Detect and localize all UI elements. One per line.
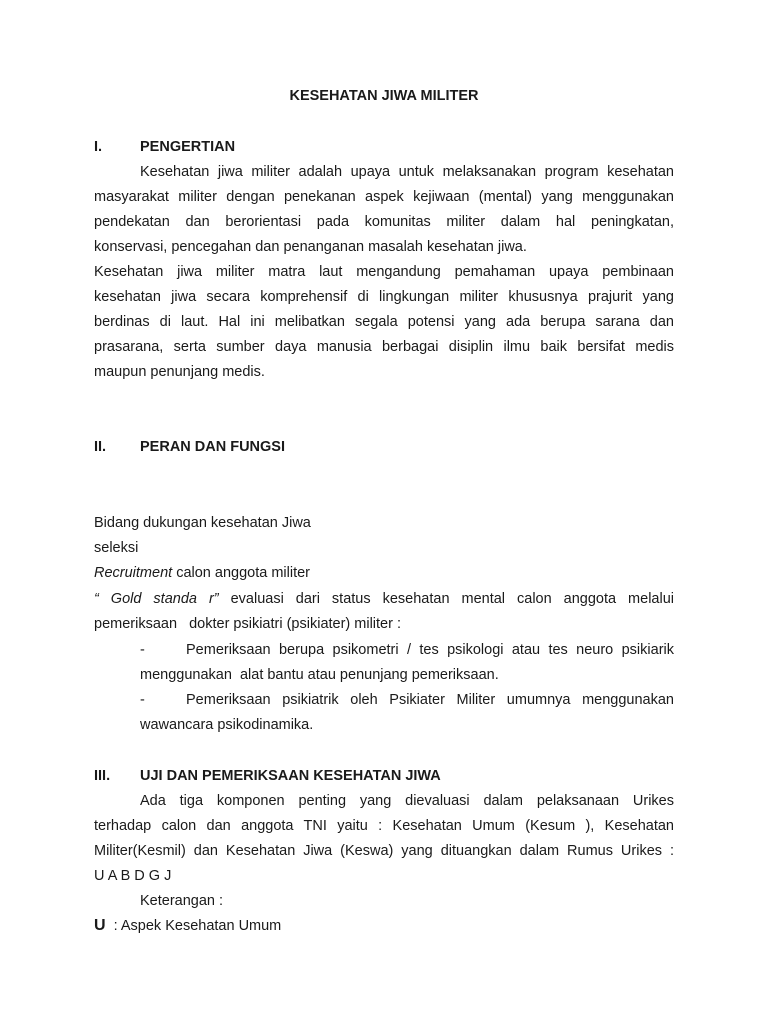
recruitment-line xyxy=(94,563,310,583)
section-3-para-line: Ada tiga komponen penting yang dievaluasi dalam pelaksanaan Urikes xyxy=(140,793,674,809)
section-1-para-2-line: berdinas di laut. Hal ini melibatkan segala potensi yang ada berupa sarana dan xyxy=(94,314,674,330)
section-1-heading: PENGERTIAN xyxy=(140,139,236,155)
bullet-1-line-1: Pemeriksaan berupa psikometri / tes psikologi atau tes neuro psikiarik xyxy=(186,642,674,658)
section-1-para-2-line: maupun penunjang medis. xyxy=(94,364,265,380)
section-1-para-2-line: kesehatan jiwa secara komprehensif di lingkungan militer khususnya prajurit yang xyxy=(94,289,674,305)
recruitment-italic: Recruitment xyxy=(94,565,173,581)
section-2-numeral: II. xyxy=(94,439,107,455)
legend-u-text: : Aspek Kesehatan Umum xyxy=(105,918,282,934)
gold-standard-italic: “ Gold standa r” xyxy=(94,591,219,607)
gold-standard-rest: evaluasi dari status kesehatan mental calon anggota melalui xyxy=(218,591,674,607)
section-1-para-2-line: Kesehatan jiwa militer matra laut mengandung pemahaman upaya pembinaan xyxy=(94,264,674,280)
section-1-numeral: I. xyxy=(94,139,103,155)
section-1-para-1-line: Kesehatan jiwa militer adalah upaya untuk melaksanakan program kesehatan xyxy=(140,164,674,180)
bullet-dash: - xyxy=(140,642,145,658)
bullet-2-line-2: wawancara psikodinamika. xyxy=(140,717,314,733)
bullet-dash: - xyxy=(140,692,145,708)
section-1-para-1-line: masyarakat militer dengan penekanan aspek kejiwaan (mental) yang menggunakan xyxy=(94,189,674,205)
section-3-numeral: III. xyxy=(94,768,111,784)
section-3-heading: UJI DAN PEMERIKSAAN KESEHATAN JIWA xyxy=(140,768,441,784)
section-1-para-1-line: pendekatan dan berorientasi pada komunitas militer dalam hal peningkatan, xyxy=(94,214,674,230)
legend-u-letter: U xyxy=(94,917,106,934)
bidang-line: Bidang dukungan kesehatan Jiwa xyxy=(94,515,311,531)
legend-u xyxy=(94,916,281,936)
section-1-para-2-line: prasarana, serta sumber daya manusia berbagai disiplin ilmu baik bersifat medis xyxy=(94,339,674,355)
bullet-2-line-1: Pemeriksaan psikiatrik oleh Psikiater Militer umumnya menggunakan xyxy=(186,692,674,708)
section-2-heading: PERAN DAN FUNGSI xyxy=(140,439,286,455)
seleksi-line: seleksi xyxy=(94,540,139,556)
section-1-para-1-line: konservasi, pencegahan dan penanganan masalah kesehatan jiwa. xyxy=(94,239,527,255)
gold-standard-line xyxy=(94,589,674,609)
keterangan-label: Keterangan : xyxy=(140,893,224,909)
recruitment-rest: calon anggota militer xyxy=(172,565,310,581)
gold-standard-line-2: pemeriksaan dokter psikiatri (psikiater) militer : xyxy=(94,616,402,632)
section-3-para-line: Militer(Kesmil) dan Kesehatan Jiwa (Keswa) yang dituangkan dalam Rumus Urikes : xyxy=(94,843,674,859)
rumus-urikes: U A B D G J xyxy=(94,868,172,884)
document-title: KESEHATAN JIWA MILITER xyxy=(289,88,479,104)
section-3-para-line: terhadap calon dan anggota TNI yaitu : Kesehatan Umum (Kesum ), Kesehatan xyxy=(94,818,674,834)
bullet-1-line-2: menggunakan alat bantu atau penunjang pemeriksaan. xyxy=(140,667,499,683)
